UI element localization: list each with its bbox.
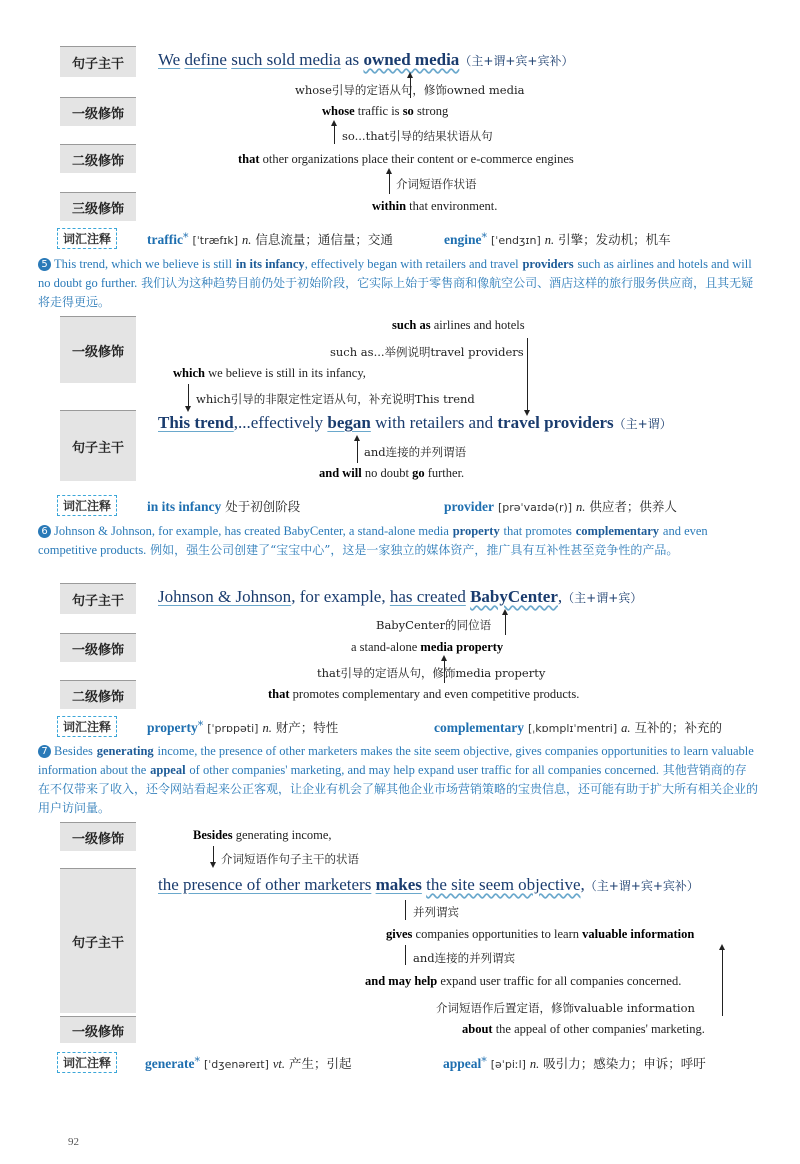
note-about: 介词短语作后置定语，修饰valuable information xyxy=(436,1001,695,1015)
vocab-entry-engine: engine* [ˈendʒɪn] n. 引擎；发动机；机车 xyxy=(444,231,671,247)
object-complement: the site seem objective xyxy=(426,875,581,894)
modifier-that-promotes: that promotes complementary and even competitive products. xyxy=(268,687,580,701)
subject: the presence of other marketers xyxy=(158,875,372,894)
note-and-parallel: and连接的并列谓语 xyxy=(364,445,467,459)
note-appositive: BabyCenter的同位语 xyxy=(376,618,492,632)
paragraph-number: 6 xyxy=(38,525,51,538)
label-level2-6: 二级修饰 xyxy=(60,680,136,709)
modifier-that: that other organizations place their content or e-commerce engines xyxy=(238,152,574,166)
label-level1-4: 一级修饰 xyxy=(60,97,136,126)
vocab-entry-property: property* [ˈprɒpəti] n. 财产；特性 xyxy=(147,719,339,735)
label-main-6: 句子主干 xyxy=(60,583,136,614)
modifier-within: within that environment. xyxy=(372,199,498,213)
vocab-tag-7: 词汇注释 xyxy=(57,1052,117,1073)
formula: （主+谓+宾+宾补） xyxy=(459,54,574,68)
vocab-entry-in-its-infancy: in its infancy 处于初创阶段 xyxy=(147,499,301,514)
predicate: began xyxy=(327,413,371,432)
note-that-clause: that引导的定语从句，修饰media property xyxy=(317,666,546,680)
main-clause-5: This trend,...effectively began with retailers and travel providers（主+谓） xyxy=(158,413,672,432)
formula: （主+谓） xyxy=(613,417,672,431)
main-clause-4 xyxy=(158,50,573,70)
vocab-tag-4: 词汇注释 xyxy=(57,228,117,249)
travel-providers: travel providers xyxy=(497,413,614,432)
modifier-about: about the appeal of other companies' marketing. xyxy=(462,1022,705,1036)
predicate: makes xyxy=(375,875,422,894)
label-main-7: 句子主干 xyxy=(60,868,136,1013)
label-level2-4: 二级修饰 xyxy=(60,144,136,173)
paragraph-number: 7 xyxy=(38,745,51,758)
page-number: 92 xyxy=(68,1136,79,1148)
note-prep-adverbial: 介词短语作状语 xyxy=(396,177,477,191)
as-word: as xyxy=(345,50,360,69)
paragraph-5: 5 This trend, which we believe is still in its infancy, effectively began with retailers and travel providers such as airlines and hotels and will no doubt go further. 我们认为这种趋势目前仍处于初始阶段，它实际上始于零售商和像航空公司、酒店这样的旅行服务供应商，且其无疑将走得更远。 xyxy=(38,257,754,309)
note-parallel-2: and连接的并列谓宾 xyxy=(413,951,516,965)
object: such sold media xyxy=(231,50,341,69)
paragraph-number: 5 xyxy=(38,258,51,271)
object: BabyCenter xyxy=(470,587,558,606)
modifier-and-may-help: and may help expand user traffic for all companies concerned. xyxy=(365,974,682,988)
subject: We xyxy=(158,50,181,69)
vocab-tag-5: 词汇注释 xyxy=(57,495,117,516)
label-main-5: 句子主干 xyxy=(60,410,136,481)
formula: （主+谓+宾） xyxy=(562,591,643,605)
vocab-entry-traffic: traffic* [ˈtræfɪk] n. 信息流量；通信量；交通 xyxy=(147,231,393,247)
object-complement: owned media xyxy=(363,50,460,69)
paragraph-7: 7 Besides generating income, the presence of other marketers makes the site seem objective, gives companies opportunities to learn valuable information about the appeal of other companies' marketing, and may help expand user traffic for all companies concerned. 其他营销商的存在不仅带来了收入，还令网站看起来公正客观，让企业有机会了解其他企业市场营销策略的宝贵信息，还可能有助于扩大所有相关企业的用户访问量。 xyxy=(38,744,759,815)
label-main-4: 句子主干 xyxy=(60,46,136,77)
note-such-as: such as...举例说明travel providers xyxy=(330,345,524,359)
label-level1-6: 一级修饰 xyxy=(60,633,136,662)
label-level1-7a: 一级修饰 xyxy=(60,822,136,851)
modifier-gives: gives companies opportunities to learn valuable information xyxy=(386,927,695,941)
note-so-that: so...that引导的结果状语从句 xyxy=(342,129,493,143)
formula: （主+谓+宾+宾补） xyxy=(584,879,699,893)
modifier-media-property: a stand-alone media property xyxy=(351,640,504,654)
modifier-such-as: such as airlines and hotels xyxy=(392,318,525,332)
modifier-besides: Besides generating income, xyxy=(193,828,332,842)
vocab-entry-generate: generate* [ˈdʒenəreɪt] vt. 产生；引起 xyxy=(145,1055,352,1071)
modifier-which: which we believe is still in its infancy, xyxy=(173,366,366,380)
vocab-entry-appeal: appeal* [əˈpiːl] n. 吸引力；感染力；申诉；呼吁 xyxy=(443,1055,706,1071)
vocab-entry-provider: provider [prəˈvaɪdə(r)] n. 供应者；供养人 xyxy=(444,499,677,514)
note-which: which引导的非限定性定语从句，补充说明This trend xyxy=(196,392,475,406)
note-whose: whose引导的定语从句，修饰owned media xyxy=(295,83,525,97)
label-level1-5: 一级修饰 xyxy=(60,316,136,383)
paragraph-6: 6 Johnson & Johnson, for example, has created BabyCenter, a stand-alone media property that promotes complementary and even competitive products. 例如，强生公司创建了“宝宝中心”，这是一家独立的媒体资产，推广具有互补性甚至竞争性的产品。 xyxy=(38,524,708,557)
subject: This trend xyxy=(158,413,234,432)
predicate: has created xyxy=(389,587,466,606)
label-level1-7b: 一级修饰 xyxy=(60,1016,136,1043)
subject: Johnson & Johnson xyxy=(158,587,292,606)
modifier-and-will: and will no doubt go further. xyxy=(319,466,465,480)
main-clause-7: the presence of other marketers makes the site seem objective,（主+谓+宾+宾补） xyxy=(158,875,699,894)
note-besides: 介词短语作句子主干的状语 xyxy=(221,852,359,866)
note-parallel-1: 并列谓宾 xyxy=(413,905,459,919)
vocab-entry-complementary: complementary [ˌkɒmplɪˈmentri] a. 互补的；补充的 xyxy=(434,720,722,735)
modifier-whose: whose traffic is so strong xyxy=(322,104,449,118)
predicate: define xyxy=(184,50,227,69)
main-clause-6: Johnson & Johnson, for example, has created BabyCenter,（主+谓+宾） xyxy=(158,587,643,606)
vocab-tag-6: 词汇注释 xyxy=(57,716,117,737)
label-level3-4: 三级修饰 xyxy=(60,192,136,221)
